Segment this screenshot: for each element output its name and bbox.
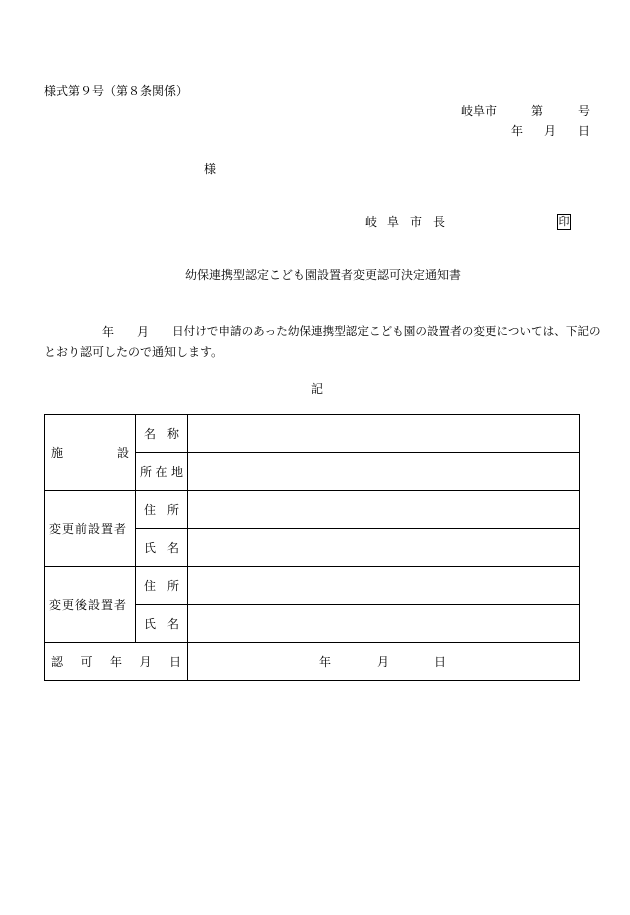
body-line2: とおり認可したので通知します。 <box>44 345 224 359</box>
seal-stamp: 印 <box>558 215 570 228</box>
date-month: 月 <box>544 124 557 138</box>
table-row <box>45 567 580 605</box>
after-label: 変更後設置者 <box>45 567 136 643</box>
before-name-value[interactable] <box>188 529 580 567</box>
body-year: 年 <box>102 325 115 339</box>
before-address-label: 住 所 <box>136 491 188 529</box>
ki-heading: 記 <box>311 382 324 396</box>
facility-name-value[interactable] <box>188 415 580 453</box>
addressee-sama: 様 <box>204 162 217 176</box>
table-row <box>45 643 580 681</box>
before-address-value[interactable] <box>188 491 580 529</box>
after-address-value[interactable] <box>188 567 580 605</box>
after-address-label: 住 所 <box>136 567 188 605</box>
info-table <box>44 414 580 681</box>
after-name-label: 氏 名 <box>136 605 188 643</box>
body-line1: 日付けで申請のあった幼保連携型認定こども園の設置者の変更については、下記の <box>172 324 601 338</box>
facility-location-value[interactable] <box>188 453 580 491</box>
after-name-value[interactable] <box>188 605 580 643</box>
approval-date-value[interactable]: 年 月 日 <box>188 643 580 681</box>
date-day: 日 <box>578 124 591 138</box>
sender-mayor-2: 阜 <box>387 215 400 229</box>
before-name-label: 氏 名 <box>136 529 188 567</box>
document-title: 幼保連携型認定こども園設置者変更認可決定通知書 <box>185 268 462 282</box>
sender-mayor-1: 岐 <box>365 215 378 229</box>
before-label: 変更前設置者 <box>45 491 136 567</box>
table-row <box>45 415 580 453</box>
doc-number-go: 号 <box>578 104 591 118</box>
facility-name-label: 名 称 <box>136 415 188 453</box>
approval-date-label: 認 可 年 月 日 <box>45 643 188 681</box>
form-number: 様式第９号（第８条関係） <box>44 84 189 98</box>
body-month: 月 <box>137 325 150 339</box>
facility-location-label: 所 在 地 <box>136 453 188 491</box>
doc-number-dai: 第 <box>531 104 544 118</box>
sender-mayor-3: 市 <box>410 215 423 229</box>
date-year: 年 <box>511 124 524 138</box>
table-row <box>45 491 580 529</box>
facility-label: 施 設 <box>45 415 136 491</box>
sender-mayor-4: 長 <box>433 215 446 229</box>
doc-number-city: 岐阜市 <box>461 104 498 118</box>
